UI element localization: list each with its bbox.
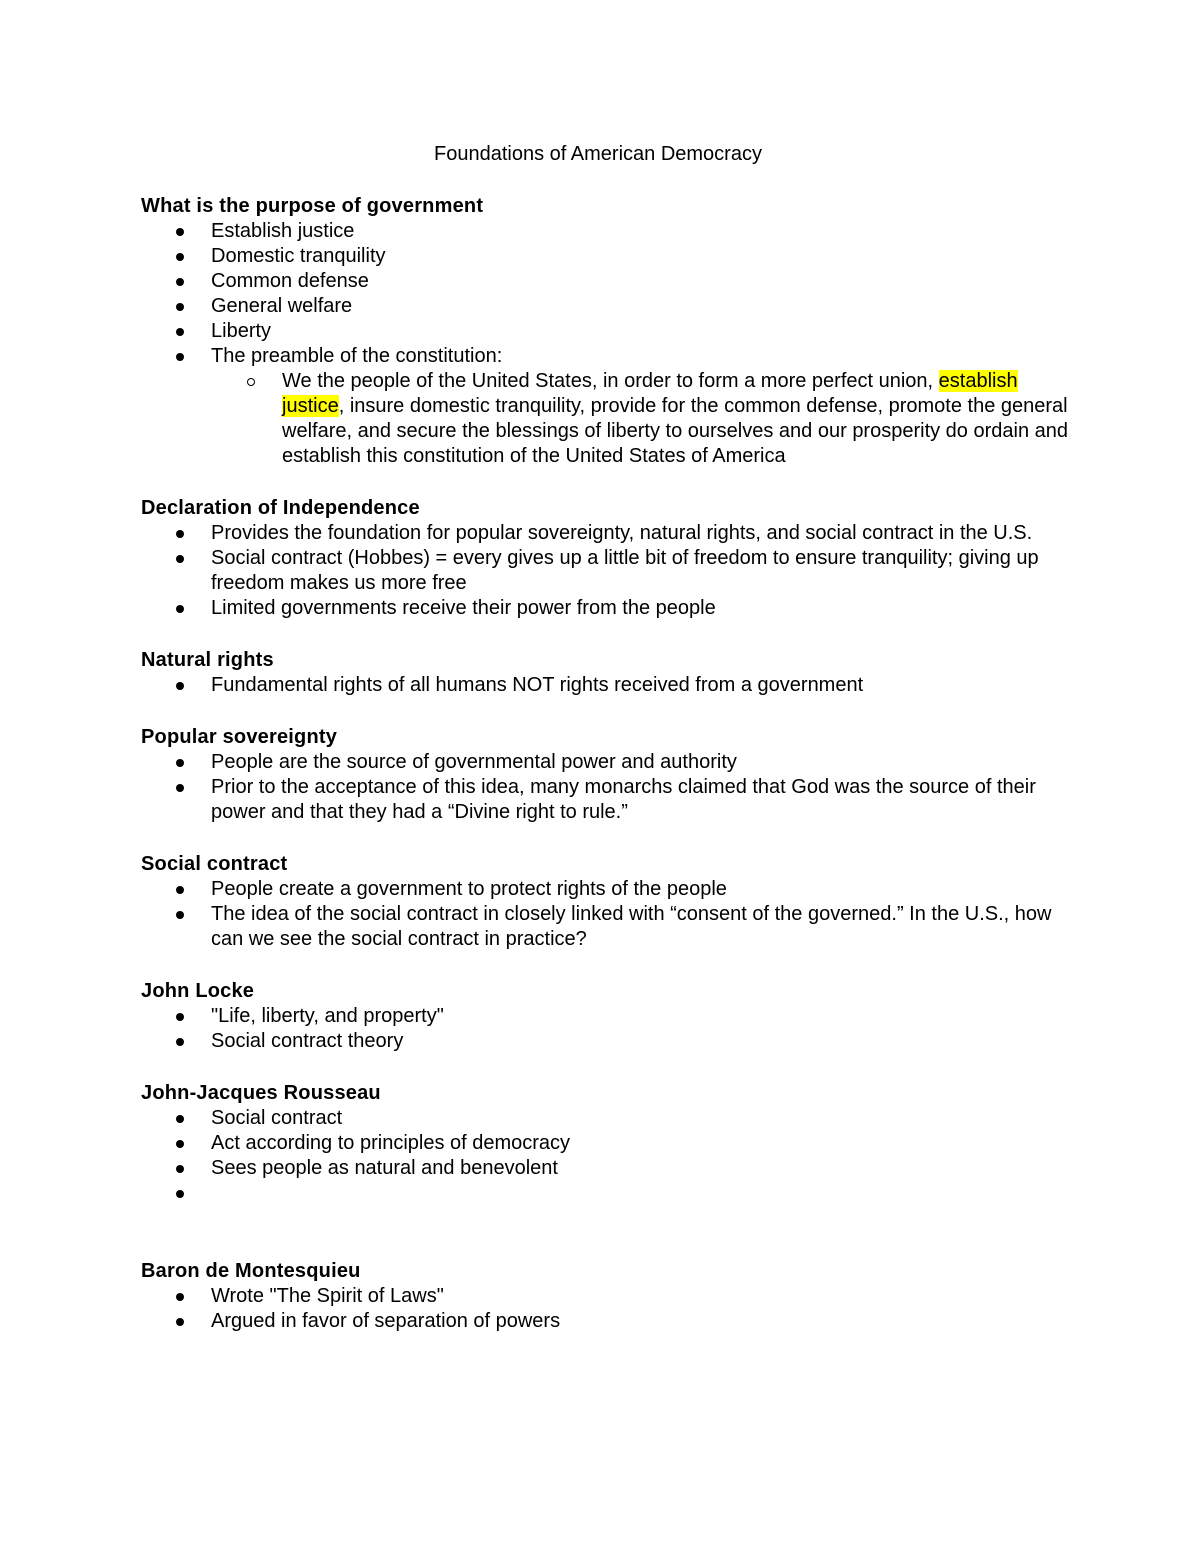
bullet-icon (176, 1115, 184, 1123)
section-heading: John-Jacques Rousseau (141, 1082, 381, 1104)
list-item (141, 344, 1071, 469)
list-item-text: Fundamental rights of all humans NOT rights received from a government (211, 674, 864, 696)
list-item (141, 1004, 1071, 1029)
section-heading: Social contract (141, 853, 288, 875)
bullet-icon (176, 555, 184, 563)
bullet-list (141, 1284, 1071, 1334)
bullet-icon (176, 530, 184, 538)
bullet-icon (176, 1165, 184, 1173)
list-item-text: General welfare (211, 295, 353, 317)
list-item-text: Sees people as natural and benevolent (211, 1157, 558, 1179)
list-item (141, 1284, 1071, 1309)
section-heading: Baron de Montesquieu (141, 1260, 361, 1282)
bullet-icon (176, 886, 184, 894)
bullet-list (141, 521, 1071, 621)
list-item (141, 219, 1071, 244)
bullet-icon (176, 784, 184, 792)
list-item (141, 521, 1071, 546)
section-rousseau (141, 1080, 1071, 1232)
list-item (141, 269, 1071, 294)
bullet-icon (176, 911, 184, 919)
list-item-text: Social contract (211, 1107, 343, 1129)
list-item-text: Limited governments receive their power from the people (211, 597, 716, 619)
document-title: Foundations of American Democracy (434, 143, 762, 165)
list-item (141, 244, 1071, 269)
bullet-list (141, 750, 1071, 825)
list-item-text: The idea of the social contract in closely linked with “consent of the governed.” In the U.S., how can we see the social contract in practice? (211, 903, 1052, 950)
list-item-text: Social contract (Hobbes) = every gives up a little bit of freedom to ensure tranquility; giving up freedom makes us more free (211, 547, 1039, 594)
bullet-list (141, 219, 1071, 469)
section-purpose-of-government (141, 193, 1071, 469)
list-item-text: Prior to the acceptance of this idea, many monarchs claimed that God was the source of their power and that they had a “Divine right to rule.” (211, 776, 1036, 823)
list-item-text: Argued in favor of separation of powers (211, 1310, 561, 1332)
list-item-text: Establish justice (211, 220, 355, 242)
list-item (141, 902, 1071, 952)
sub-list-item-preamble (211, 369, 1071, 469)
list-item (141, 596, 1071, 621)
bullet-icon (176, 353, 184, 361)
bullet-icon (176, 682, 184, 690)
bullet-list (141, 1106, 1071, 1206)
section-heading: Natural rights (141, 649, 274, 671)
blank-line (141, 1206, 1071, 1232)
list-item (141, 1029, 1071, 1054)
preamble-text-start: We the people of the United States, in order to form a more perfect union, (282, 370, 939, 392)
section-heading: Popular sovereignty (141, 726, 338, 748)
document-body (141, 193, 1071, 1360)
bullet-icon (176, 1190, 184, 1198)
bullet-icon (176, 1140, 184, 1148)
section-heading: Declaration of Independence (141, 497, 420, 519)
list-item-text: Wrote "The Spirit of Laws" (211, 1285, 444, 1307)
list-item-text: Social contract theory (211, 1030, 404, 1052)
list-item-text: People are the source of governmental power and authority (211, 751, 737, 773)
bullet-icon (176, 1318, 184, 1326)
bullet-icon (176, 1013, 184, 1021)
list-item (141, 546, 1071, 596)
list-item-text: Act according to principles of democracy (211, 1132, 571, 1154)
list-item-text: Provides the foundation for popular sovereignty, natural rights, and social contract in the U.S. (211, 522, 1033, 544)
list-item (141, 1309, 1071, 1334)
section-social-contract (141, 851, 1071, 952)
list-item-text: People create a government to protect rights of the people (211, 878, 727, 900)
list-item (141, 319, 1071, 344)
bullet-icon (176, 1038, 184, 1046)
list-item-text: Liberty (211, 320, 272, 342)
section-heading: What is the purpose of government (141, 195, 484, 217)
section-john-locke (141, 978, 1071, 1054)
sub-bullet-list (211, 369, 1071, 469)
list-item (141, 673, 1071, 698)
list-item (141, 750, 1071, 775)
section-natural-rights (141, 647, 1071, 698)
bullet-icon (176, 278, 184, 286)
list-item (141, 294, 1071, 319)
list-item (141, 1156, 1071, 1181)
bullet-icon (176, 253, 184, 261)
bullet-icon (176, 759, 184, 767)
section-heading: John Locke (141, 980, 255, 1002)
preamble-text-end: , insure domestic tranquility, provide for the common defense, promote the general welfare, and secure the blessings of liberty to ourselves and our prosperity do ordain and establish this constitution of the United States of America (282, 395, 1069, 467)
section-montesquieu (141, 1258, 1071, 1334)
highlighted-text: establish justice (282, 370, 1018, 417)
list-item (141, 877, 1071, 902)
list-item (141, 775, 1071, 825)
list-item-text: Common defense (211, 270, 369, 292)
circle-bullet-icon (247, 378, 255, 386)
bullet-icon (176, 328, 184, 336)
section-declaration-of-independence (141, 495, 1071, 621)
list-item (141, 1131, 1071, 1156)
bullet-list (141, 673, 1071, 698)
bullet-icon (176, 228, 184, 236)
list-item-text: The preamble of the constitution: (211, 345, 503, 367)
list-item-text: "Life, liberty, and property" (211, 1005, 444, 1027)
list-item-empty (141, 1181, 1071, 1206)
section-popular-sovereignty (141, 724, 1071, 825)
bullet-icon (176, 1293, 184, 1301)
list-item-text: Domestic tranquility (211, 245, 386, 267)
bullet-list (141, 1004, 1071, 1054)
bullet-list (141, 877, 1071, 952)
list-item (141, 1106, 1071, 1131)
bullet-icon (176, 605, 184, 613)
bullet-icon (176, 303, 184, 311)
